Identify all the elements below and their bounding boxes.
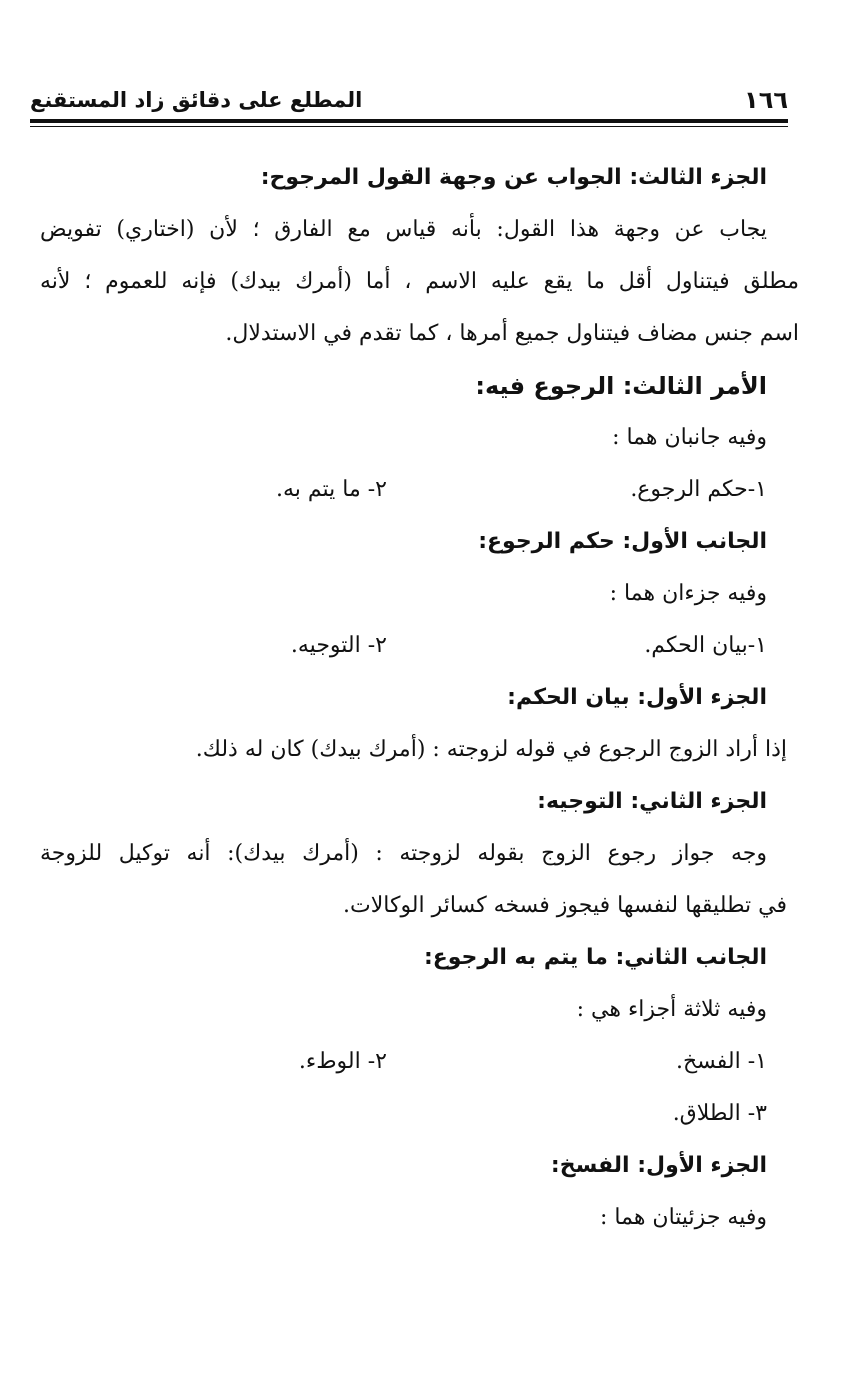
heading-side1: الجانب الأول: حكم الرجوع:: [478, 529, 767, 554]
running-title: المطلع على دقائق زاد المستقنع: [30, 88, 363, 112]
header-rule-thick: [30, 119, 788, 123]
header-rule-thin: [30, 126, 788, 127]
sides-intro: وفيه جانبان هما :: [612, 425, 767, 450]
page-body: [40, 152, 799, 1244]
list-item: ١-بيان الحكم.: [644, 633, 767, 658]
paragraph-answer: [40, 204, 799, 360]
list-item: ٢- الوطء.: [298, 1049, 387, 1074]
ruling-text: إذا أراد الزوج الرجوع في قوله لزوجته : (أمرك بيدك) كان له ذلك.: [195, 737, 787, 762]
list-item: ١-حكم الرجوع.: [630, 477, 767, 502]
subparts-intro: وفيه جزئيتان هما :: [600, 1205, 767, 1230]
parts-list: [40, 620, 767, 672]
three-list-row: [40, 1036, 767, 1088]
sides-list: [40, 464, 767, 516]
list-item: ٣- الطلاق.: [672, 1101, 767, 1126]
list-item: ٢- التوجيه.: [290, 633, 387, 658]
paragraph-line: يجاب عن وجهة هذا القول: بأنه قياس مع الفارق ؛ لأن (اختاري) تفويض: [40, 217, 767, 242]
paragraph-line: مطلق فيتناول أقل ما يقع عليه الاسم ، أما (أمرك بيدك) فإنه للعموم ؛ لأنه: [40, 269, 799, 294]
list-item: ١- الفسخ.: [675, 1049, 767, 1074]
paragraph-line: اسم جنس مضاف فيتناول جميع أمرها ، كما تقدم في الاستدلال.: [225, 321, 799, 346]
heading-part2-justification: الجزء الثاني: التوجيه:: [537, 789, 767, 814]
three-intro: وفيه ثلاثة أجزاء هي :: [576, 997, 767, 1022]
page-header: [30, 84, 788, 124]
heading-third-matter: الأمر الثالث: الرجوع فيه:: [475, 372, 767, 400]
page-number: ١٦٦: [744, 86, 788, 114]
heading-part3-answer: الجزء الثالث: الجواب عن وجهة القول المرجوح:: [260, 165, 767, 190]
paragraph-line: في تطليقها لنفسها فيجوز فسخه كسائر الوكالات.: [343, 893, 787, 918]
heading-part1-annul: الجزء الأول: الفسخ:: [550, 1153, 767, 1178]
paragraph-line: وجه جواز رجوع الزوج بقوله لزوجته : (أمرك بيدك): أنه توكيل للزوجة: [40, 841, 767, 866]
list-item: ٢- ما يتم به.: [275, 477, 387, 502]
paragraph-justification: [40, 828, 787, 932]
heading-side2: الجانب الثاني: ما يتم به الرجوع:: [423, 945, 767, 970]
heading-part1-ruling: الجزء الأول: بيان الحكم:: [507, 685, 767, 710]
parts-intro: وفيه جزءان هما :: [609, 581, 767, 606]
